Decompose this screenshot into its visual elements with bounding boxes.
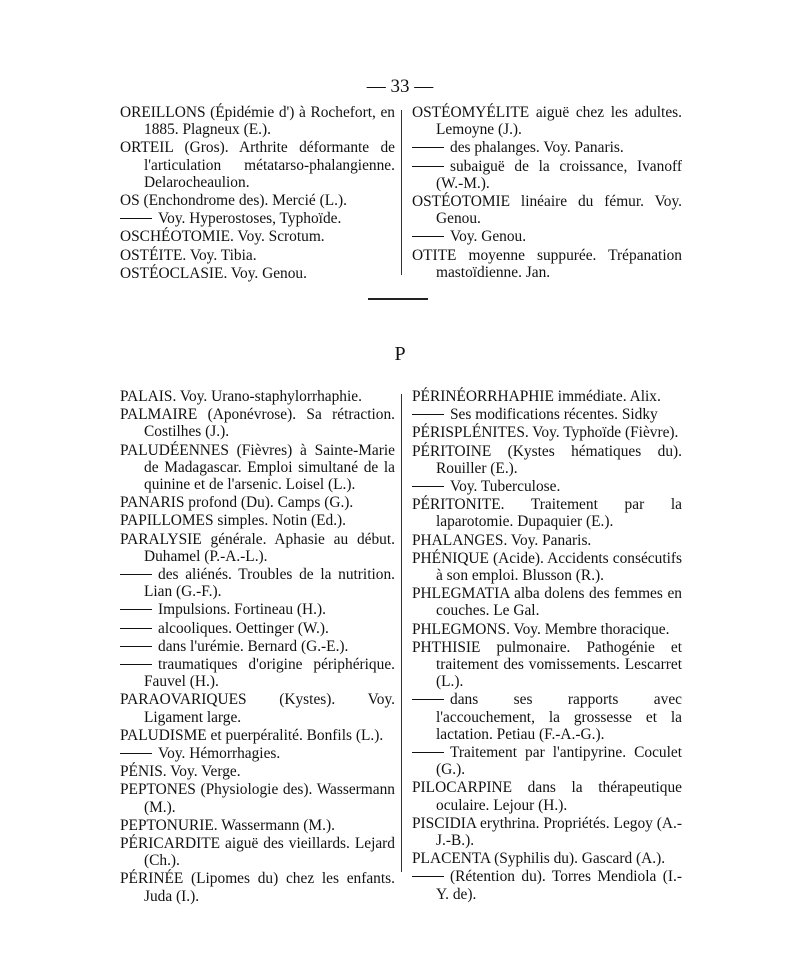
index-entry-text: alcooliques. Oettinger (W.). — [158, 619, 329, 637]
index-entry-text: PEPTONES (Physiologie des). Wassermann (M.). — [120, 781, 395, 816]
column-divider-bottom — [401, 394, 402, 872]
index-column-top-right — [412, 104, 682, 282]
index-entry — [412, 193, 682, 227]
index-entry — [412, 779, 682, 813]
index-entry-text: dans l'urémie. Bernard (G.-E.). — [158, 637, 349, 655]
ditto-dash — [412, 876, 444, 877]
index-entry — [120, 566, 395, 600]
index-entry — [120, 817, 395, 834]
index-entry-text: PEPTONURIE. Wassermann (M.). — [120, 816, 335, 834]
index-entry — [412, 744, 682, 778]
index-entry — [412, 228, 682, 245]
index-entry — [412, 585, 682, 619]
index-entry — [412, 496, 682, 530]
index-entry — [412, 104, 682, 138]
index-entry-text: PILOCARPINE dans la thérapeutique oculaire. Lejour (H.). — [412, 779, 682, 814]
index-entry-text: PALUDÉENNES (Fièvres) à Sainte-Marie de Madagascar. Emploi simultané de la quinine et de l'arsenic. Loisel (L.). — [120, 441, 395, 494]
index-entry — [412, 532, 682, 549]
index-entry — [412, 815, 682, 849]
index-entry — [412, 406, 682, 423]
index-entry-text: PALUDISME et puerpéralité. Bonfils (L.). — [120, 726, 384, 744]
index-entry — [412, 868, 682, 902]
index-entry-text: (Rétention du). Torres Mendiola (I.-Y. de). — [436, 868, 682, 903]
index-entry-text: traumatiques d'origine périphérique. Fauvel (H.). — [144, 656, 395, 691]
index-entry — [120, 745, 395, 762]
index-entry-text: Ses modifications récentes. Sidky — [450, 406, 658, 424]
index-entry — [412, 388, 682, 405]
index-entry — [120, 781, 395, 815]
index-entry-text: OS (Enchondrome des). Mercié (L.). — [120, 192, 347, 210]
section-letter: P — [394, 343, 406, 365]
index-entry-text: PÉRICARDITE aiguë des vieillards. Lejard (Ch.). — [120, 835, 395, 870]
index-entry-text: des aliénés. Troubles de la nutrition. Lian (G.-F.). — [144, 566, 395, 601]
index-entry-text: PHÉNIQUE (Acide). Accidents consécutifs à son emploi. Blusson (R.). — [412, 549, 682, 585]
index-entry-text: PANARIS profond (Du). Camps (G.). — [120, 494, 354, 512]
index-entry-text: OSTÉITE. Voy. Tibia. — [120, 246, 257, 264]
index-entry — [412, 158, 682, 192]
index-entry — [120, 442, 395, 494]
index-entry-text: Traitement par l'antipyrine. Coculet (G.). — [436, 744, 682, 779]
ditto-dash — [120, 574, 152, 575]
index-column-bottom-left — [120, 388, 395, 906]
index-entry — [120, 210, 395, 227]
index-entry-text: PALAIS. Voy. Urano-staphylorrhaphie. — [120, 388, 362, 405]
index-column-bottom-right — [412, 388, 682, 904]
index-entry-text: OSTÉOCLASIE. Voy. Genou. — [120, 264, 307, 282]
index-entry-text: PÉNIS. Voy. Verge. — [120, 763, 241, 781]
index-entry-text: PHLEGMONS. Voy. Membre thoracique. — [412, 620, 670, 638]
index-entry — [120, 870, 395, 904]
index-entry — [412, 621, 682, 638]
index-entry-text: Impulsions. Fortineau (H.). — [158, 601, 326, 619]
index-entry — [120, 620, 395, 637]
index-entry-text: subaiguë de la croissance, Ivanoff (W.-M.). — [436, 157, 682, 192]
index-entry-text: PLACENTA (Syphilis du). Gascard (A.). — [412, 850, 666, 868]
index-entry — [412, 247, 682, 281]
index-entry-text: OREILLONS (Épidémie d') à Rochefort, en 1885. Plagneux (E.). — [120, 104, 395, 139]
index-entry-text: OSTÉOMYÉLITE aiguë chez les adultes. Lemoyne (J.). — [412, 104, 682, 139]
section-separator-rule — [368, 298, 428, 300]
index-entry-text: PHTHISIE pulmonaire. Pathogénie et traitement des vomissements. Lescarret (L.). — [412, 638, 682, 691]
index-entry-text: PARALYSIE générale. Aphasie au début. Duhamel (P.-A.-L.). — [120, 530, 395, 565]
index-entry-text: PALMAIRE (Aponévrose). Sa rétraction. Costilhes (J.). — [120, 406, 395, 441]
index-entry-text: PISCIDIA erythrina. Propriétés. Legoy (A.-J.-B.). — [412, 814, 682, 850]
index-entry-text: Voy. Hyperostoses, Typhoïde. — [158, 210, 342, 228]
index-entry-text: PHALANGES. Voy. Panaris. — [412, 531, 592, 549]
ditto-dash — [412, 699, 444, 700]
index-entry — [412, 850, 682, 867]
index-entry — [120, 835, 395, 869]
index-entry-text: OTITE moyenne suppurée. Trépanation mastoïdienne. Jan. — [412, 246, 682, 281]
index-entry — [412, 139, 682, 156]
index-entry-text: Voy. Tuberculose. — [450, 478, 561, 496]
index-entry-text: PÉRITOINE (Kystes hématiques du). Rouiller (E.). — [412, 442, 682, 477]
index-entry-text: PÉRINÉE (Lipomes du) chez les enfants. Juda (I.). — [120, 870, 395, 905]
index-entry-text: PÉRITONITE. Traitement par la laparotomie. Dupaquier (E.). — [412, 496, 682, 531]
index-entry — [120, 247, 395, 264]
index-entry — [120, 691, 395, 725]
index-column-top-left — [120, 104, 395, 283]
ditto-dash — [120, 646, 152, 647]
index-entry-text: ORTEIL (Gros). Arthrite déformante de l'articulation métatarso-phalangienne. Delarocheaulion. — [120, 139, 395, 191]
ditto-dash — [412, 414, 444, 415]
index-entry — [120, 763, 395, 780]
index-entry — [120, 139, 395, 191]
index-entry — [120, 638, 395, 655]
ditto-dash — [120, 753, 152, 754]
index-entry-text: dans ses rapports avec l'accouchement, la grossesse et la lactation. Petiau (F.-A.-G.). — [436, 691, 682, 743]
ditto-dash — [412, 486, 444, 487]
index-entry-text: PHLEGMATIA alba dolens des femmes en couches. Le Gal. — [412, 585, 682, 620]
index-entry — [120, 494, 395, 511]
index-entry — [120, 228, 395, 245]
index-entry-text: Voy. Hémorrhagies. — [158, 745, 281, 763]
index-entry-text: Voy. Genou. — [450, 228, 527, 246]
index-entry-text: PÉRISPLÉNITES. Voy. Typhoïde (Fièvre). — [412, 424, 679, 442]
index-entry — [120, 265, 395, 282]
index-entry — [120, 656, 395, 690]
index-entry — [120, 104, 395, 138]
index-entry — [120, 192, 395, 209]
ditto-dash — [120, 664, 152, 665]
ditto-dash — [412, 236, 444, 237]
index-entry-text: OSCHÉOTOMIE. Voy. Scrotum. — [120, 228, 325, 246]
index-entry — [412, 691, 682, 743]
index-entry — [412, 478, 682, 495]
index-entry — [412, 443, 682, 477]
index-entry — [120, 727, 395, 744]
index-entry-text: OSTÉOTOMIE linéaire du fémur. Voy. Genou. — [412, 193, 682, 228]
index-entry — [120, 531, 395, 565]
ditto-dash — [412, 147, 444, 148]
index-entry — [412, 639, 682, 691]
index-entry — [120, 388, 395, 405]
index-entry — [412, 424, 682, 441]
column-divider-top — [401, 110, 402, 275]
ditto-dash — [120, 609, 152, 610]
index-entry — [412, 550, 682, 584]
index-entry — [120, 512, 395, 529]
ditto-dash — [412, 166, 444, 167]
index-entry — [120, 601, 395, 618]
index-entry-text: PÉRINÉORRHAPHIE immédiate. Alix. — [412, 388, 661, 405]
index-entry-text: PARAOVARIQUES (Kystes). Voy. Ligament large. — [120, 691, 395, 726]
ditto-dash — [120, 628, 152, 629]
ditto-dash — [412, 752, 444, 753]
index-entry — [120, 406, 395, 440]
ditto-dash — [120, 218, 152, 219]
index-entry-text: PAPILLOMES simples. Notin (Ed.). — [120, 512, 347, 530]
page-number: — 33 — — [366, 76, 434, 97]
index-entry-text: des phalanges. Voy. Panaris. — [450, 139, 624, 157]
